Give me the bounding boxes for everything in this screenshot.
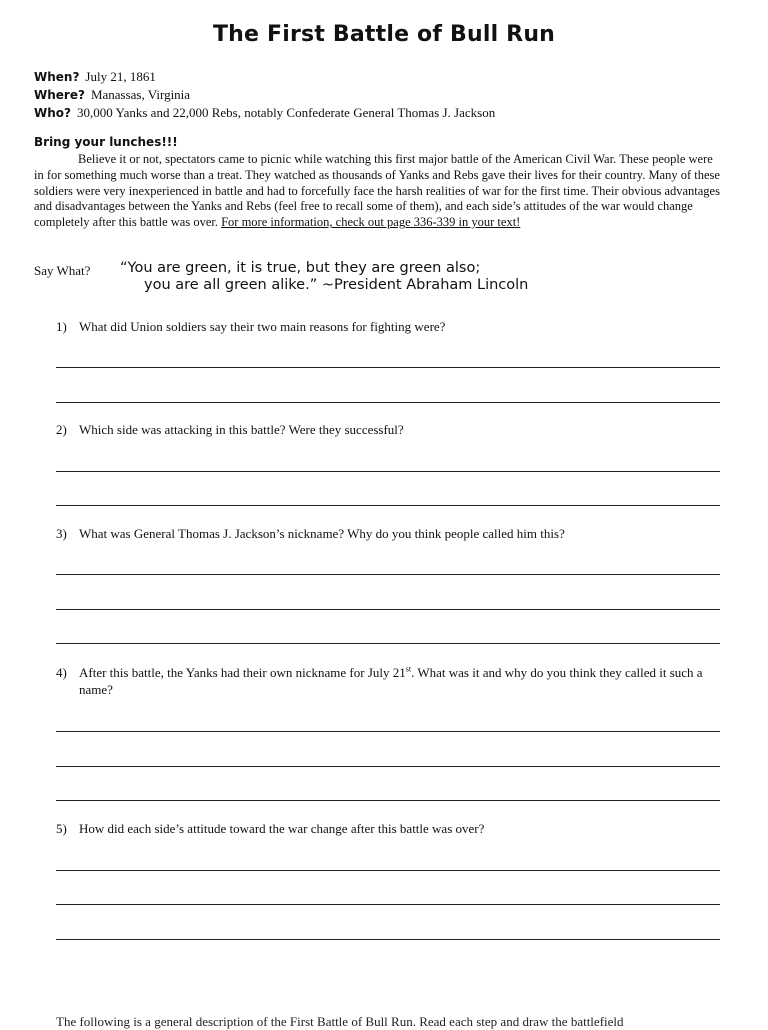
- question-3: [56, 525, 726, 542]
- question-text: [79, 664, 726, 698]
- intro-body: Believe it or not, spectators came to picnic while watching this first major battle of the American Civil War. These people were in for something much worse than a treat. They watched as thousands of Yanks and Rebs gave their lives for their country. Many of these soldiers were very inexperienced in battle and had to forcefully face the harsh realities of war for the first time. Their obvious advantages and disadvantages between the Yanks and Rebs (feel free to recall some of them), and each side’s attitudes of the war would change completely after this battle was over.: [34, 152, 720, 230]
- answer-line[interactable]: [56, 800, 720, 801]
- question-number: 3): [56, 526, 67, 541]
- worksheet-title: The First Battle of Bull Run: [212, 22, 556, 47]
- when-row: [34, 68, 495, 86]
- who-value: 30,000 Yanks and 22,000 Rebs, notably Confederate General Thomas J. Jackson: [76, 105, 496, 120]
- answer-line[interactable]: [56, 505, 720, 506]
- question-number: 2): [56, 422, 67, 437]
- question-4: [56, 664, 726, 698]
- question-text: What did Union soldiers say their two main reasons for fighting were?: [79, 319, 446, 334]
- question-text-start: After this battle, the Yanks had their own nickname for July 21: [79, 665, 406, 680]
- answer-line[interactable]: [56, 643, 720, 644]
- question-text: What was General Thomas J. Jackson’s nickname? Why do you think people called him this?: [79, 526, 565, 541]
- lincoln-quote: [120, 260, 528, 294]
- question-number: 4): [56, 665, 67, 680]
- battle-facts: [34, 68, 495, 122]
- when-label: When?: [34, 70, 80, 84]
- quote-line-2: you are all green alike.” ~President Abraham Lincoln: [144, 277, 529, 293]
- answer-line[interactable]: [56, 939, 720, 940]
- answer-line[interactable]: [56, 731, 720, 732]
- where-row: [34, 86, 495, 104]
- answer-line[interactable]: [56, 574, 720, 575]
- answer-line[interactable]: [56, 402, 720, 403]
- when-value: July 21, 1861: [85, 69, 156, 84]
- question-text-end: . What was it and why do you think they called it such a name?: [79, 665, 703, 697]
- cut-off-instructions: The following is a general description of the First Battle of Bull Run. Read each step and draw the battlefield: [56, 1014, 624, 1029]
- answer-line[interactable]: [56, 367, 720, 368]
- say-what-label: Say What?: [34, 263, 91, 278]
- intro-heading: Bring your lunches!!!: [34, 135, 178, 149]
- text-reference: For more information, check out page 336-339 in your text!: [221, 215, 521, 230]
- question-2: [56, 421, 726, 438]
- question-number: 5): [56, 821, 67, 836]
- answer-line[interactable]: [56, 471, 720, 472]
- who-label: Who?: [34, 106, 71, 120]
- answer-line[interactable]: [56, 904, 720, 905]
- who-row: [34, 104, 495, 122]
- intro-paragraph: [34, 152, 724, 231]
- question-number: 1): [56, 319, 67, 334]
- quote-line-1: “You are green, it is true, but they are green also;: [120, 260, 481, 276]
- answer-line[interactable]: [56, 870, 720, 871]
- answer-line[interactable]: [56, 766, 720, 767]
- where-value: Manassas, Virginia: [90, 87, 191, 102]
- ordinal-suffix: st: [405, 664, 412, 674]
- question-5: [56, 820, 726, 837]
- answer-line[interactable]: [56, 609, 720, 610]
- question-text: Which side was attacking in this battle? Were they successful?: [79, 422, 404, 437]
- where-label: Where?: [34, 88, 85, 102]
- question-1: [56, 318, 726, 335]
- question-text: How did each side’s attitude toward the war change after this battle was over?: [79, 821, 485, 836]
